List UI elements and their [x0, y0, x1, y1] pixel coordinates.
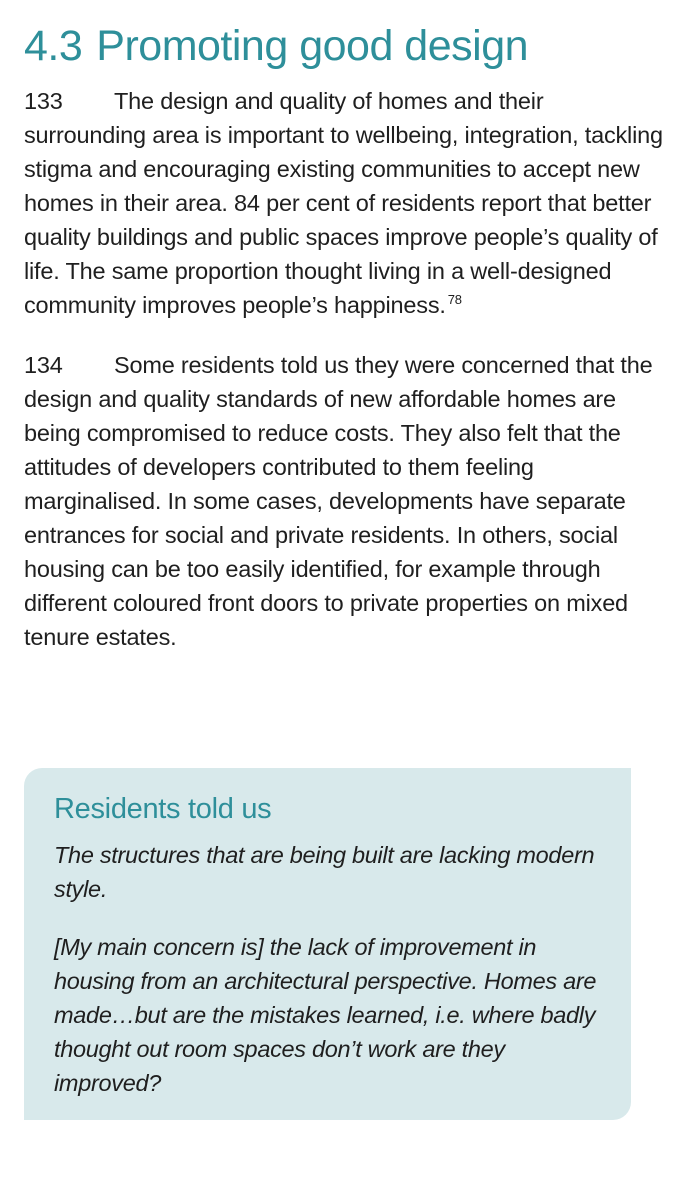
paragraph-text: The design and quality of homes and their surrounding area is important to wellbeing, integration, tackling stigma and encouraging existing communities to accept new homes in their area. 84 per cent of residents report that better quality buildings and public spaces improve people’s quality of life. The same proportion thought living in a well-designed community improves people’s happiness.	[24, 88, 663, 318]
residents-told-us-box	[24, 768, 631, 1120]
residents-box-title: Residents told us	[54, 793, 272, 825]
section-number: 4.3	[24, 22, 83, 70]
paragraph-133	[24, 84, 664, 322]
section-title: Promoting good design	[96, 22, 529, 70]
document-page	[24, 18, 664, 680]
paragraph-number: 133	[24, 88, 63, 114]
resident-quote: [My main concern is] the lack of improvement in housing from an architectural perspective. Homes are made…but are the mistakes learned, i.e. where badly thought out room spaces don’t work are they improved?	[54, 934, 597, 1096]
resident-quote: The structures that are being built are lacking modern style.	[54, 842, 595, 902]
footnote-reference: 78	[447, 292, 462, 307]
paragraph-text: Some residents told us they were concerned that the design and quality standards of new affordable homes are being compromised to reduce costs. They also felt that the attitudes of developers contributed to them feeling marginalised. In some cases, developments have separate entrances for social and private residents. In others, social housing can be too easily identified, for example through different coloured front doors to private properties on mixed tenure estates.	[24, 352, 653, 650]
section-heading	[24, 18, 664, 74]
paragraph-134	[24, 348, 664, 654]
paragraph-number: 134	[24, 352, 63, 378]
